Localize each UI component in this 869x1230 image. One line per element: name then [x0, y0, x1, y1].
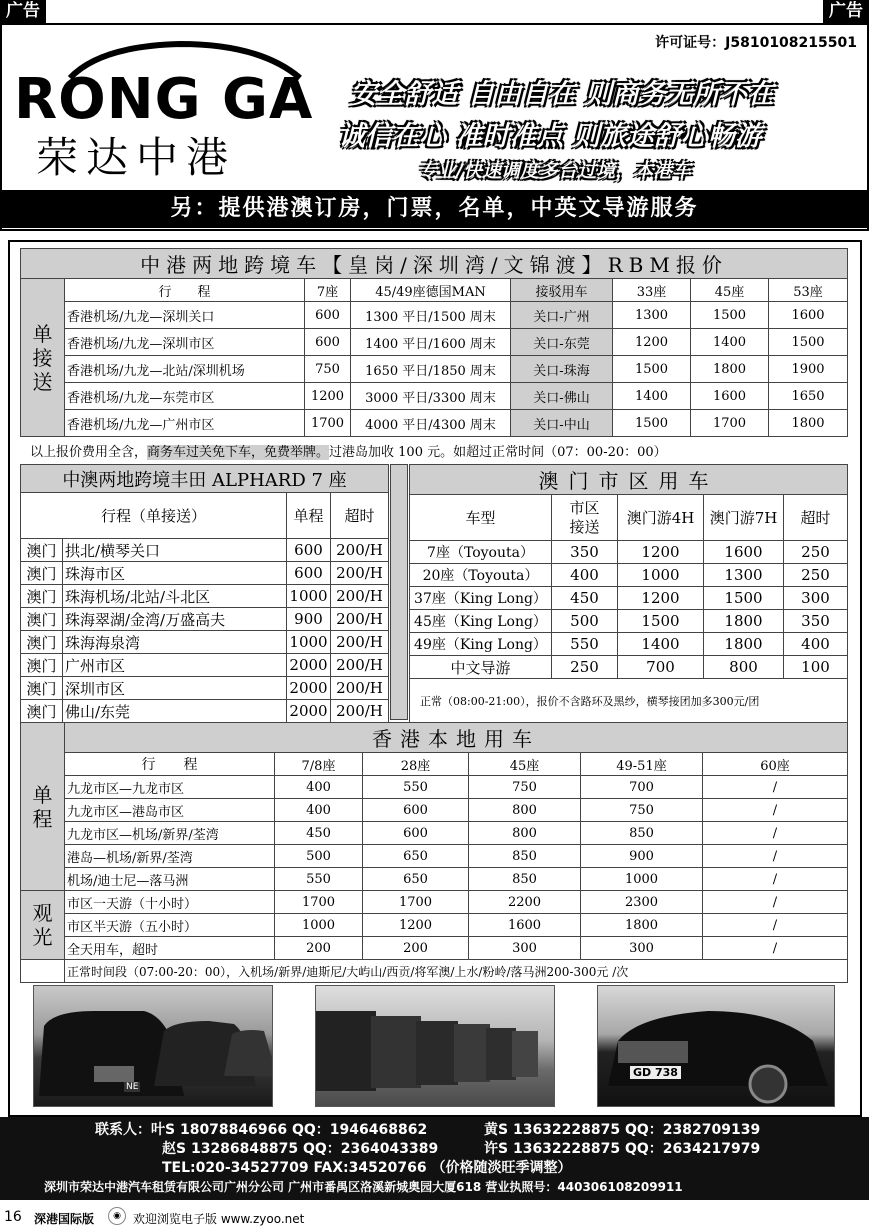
ad-tag-right: 广告 [823, 0, 869, 23]
sedan-icon [598, 986, 835, 1107]
table-cell: 1600 [704, 541, 784, 564]
table-cell: 1000 [287, 585, 331, 608]
table-cell: 1500 [691, 302, 769, 329]
table-cell: 1400 [618, 633, 704, 656]
table-cell: 2300 [581, 891, 703, 914]
col-header: 45座 [469, 753, 581, 776]
table-cell [21, 960, 65, 983]
table-cell: 850 [469, 868, 581, 891]
table-cell: 2000 [287, 677, 331, 700]
table-cell: 100 [784, 656, 848, 679]
table-row [21, 937, 848, 960]
alphard-table [20, 464, 389, 723]
col-header: 超时 [784, 495, 848, 541]
table-cell: / [703, 868, 848, 891]
table-cell: 九龙市区—港岛市区 [65, 799, 275, 822]
table-cell: 澳门 [21, 631, 63, 654]
contact-line: 黄S 13632228875 QQ：2382709139 [484, 1122, 761, 1138]
table-cell: 550 [363, 776, 469, 799]
page-number: 16 [4, 1209, 22, 1225]
table-cell: 澳门 [21, 585, 63, 608]
table-cell: 1650 [769, 383, 848, 410]
table-cell: 拱北/横琴关口 [63, 539, 287, 562]
table-cell: 7座（Toyouta） [410, 541, 552, 564]
table-cell: 3000 平日/3300 周末 [351, 383, 511, 410]
col-header: 澳门游4H [618, 495, 704, 541]
table-cell: 4000 平日/4300 周末 [351, 410, 511, 437]
table-cell: 500 [275, 845, 363, 868]
table-cell: 珠海海泉湾 [63, 631, 287, 654]
col-header: 7/8座 [275, 753, 363, 776]
photo-mercedes [597, 985, 835, 1107]
license-number: 许可证号：J5810108215501 [655, 35, 857, 51]
table-cell: 关口-佛山 [511, 383, 613, 410]
table-cell: 200 [275, 937, 363, 960]
col-header: 超时 [331, 493, 389, 539]
table-cell: 1400 [613, 383, 691, 410]
table-cell: 1500 [613, 410, 691, 437]
edition-label: 深港国际版 [34, 1212, 95, 1226]
photo-alphard-vans [33, 985, 273, 1107]
cross-border-table [20, 248, 848, 437]
contact-line: 联系人：叶S 18078846966 QQ：1946468862 [95, 1122, 428, 1138]
table-cell: 700 [581, 776, 703, 799]
table-cell: 600 [305, 302, 351, 329]
col-header: 行 程 [65, 753, 275, 776]
table-row [410, 587, 848, 610]
bus-icon [316, 986, 555, 1107]
table-cell: 广州市区 [63, 654, 287, 677]
table-cell: 550 [552, 633, 618, 656]
col-header: 澳门游7H [704, 495, 784, 541]
table-cell: 2000 [287, 700, 331, 723]
slogan-2: 诚信在心 准时准点 则旅途舒心畅游 [338, 121, 762, 152]
table-cell: 1300 [613, 302, 691, 329]
table-cell: 1000 [275, 914, 363, 937]
col-header: 28座 [363, 753, 469, 776]
contact-line: TEL:020-34527709 FAX:34520766 （价格随淡旺季调整） [162, 1160, 572, 1176]
table-cell: 1700 [305, 410, 351, 437]
table-cell: 珠海翠湖/金湾/万盛高夫 [63, 608, 287, 631]
table-cell: 1300 平日/1500 周末 [351, 302, 511, 329]
table-cell: 600 [287, 562, 331, 585]
macau-table [409, 464, 848, 723]
table-cell: 1400 [691, 329, 769, 356]
ad-tag-left: 广告 [0, 0, 46, 23]
table-row [410, 656, 848, 679]
table-row [21, 799, 848, 822]
table-cell: / [703, 845, 848, 868]
table-cell: 1600 [469, 914, 581, 937]
table-row [21, 677, 389, 700]
table-cell: 800 [469, 822, 581, 845]
contact-line: 赵S 13286848875 QQ：2364043389 [162, 1141, 439, 1157]
table-cell: 1200 [305, 383, 351, 410]
col-header: 车型 [410, 495, 552, 541]
table-row [410, 633, 848, 656]
table-cell: 香港机场/九龙—深圳市区 [65, 329, 305, 356]
table-cell: 1600 [691, 383, 769, 410]
table-row [410, 564, 848, 587]
table-cell: 1200 [363, 914, 469, 937]
hk-side-sightseeing: 观光 [21, 891, 65, 960]
table-cell: 关口-中山 [511, 410, 613, 437]
brand-chinese: 荣达中港 [36, 133, 237, 182]
table-cell: 550 [275, 868, 363, 891]
service-band: 另：提供港澳订房，门票，名单，中英文导游服务 [0, 190, 869, 228]
table-cell: 市区一天游（十小时） [65, 891, 275, 914]
table-cell: 800 [469, 799, 581, 822]
table-cell: 1800 [691, 356, 769, 383]
table-cell: 450 [552, 587, 618, 610]
table-cell: 400 [275, 776, 363, 799]
table-cell: / [703, 822, 848, 845]
table-cell: / [703, 891, 848, 914]
table-cell: 750 [581, 799, 703, 822]
col-header: 市区 接送 [552, 495, 618, 541]
table-cell: 49座（King Long） [410, 633, 552, 656]
table-cell: 关口-东莞 [511, 329, 613, 356]
table-cell: 澳门 [21, 539, 63, 562]
table-row [21, 608, 389, 631]
table-cell: 1700 [363, 891, 469, 914]
table-cell: 中文导游 [410, 656, 552, 679]
table-cell: 900 [581, 845, 703, 868]
table-cell: / [703, 937, 848, 960]
table-cell: 200/H [331, 654, 389, 677]
table-cell: 香港机场/九龙—深圳关口 [65, 302, 305, 329]
hk-local-table [20, 722, 848, 983]
table-cell: 400 [552, 564, 618, 587]
logo-icon: ◉ [108, 1207, 126, 1225]
table-row [21, 410, 848, 437]
slogan-3: 专业/快速调度多台过境，本港车 [418, 160, 691, 182]
col-header: 45/49座德国MAN [351, 279, 511, 302]
table-cell: 750 [469, 776, 581, 799]
table-cell: 37座（King Long） [410, 587, 552, 610]
col-header: 33座 [613, 279, 691, 302]
col-header: 49-51座 [581, 753, 703, 776]
van-icon [34, 986, 273, 1107]
table-divider [390, 464, 408, 720]
table-cell: 1200 [613, 329, 691, 356]
table-cell: 900 [287, 608, 331, 631]
table-row [21, 562, 389, 585]
photo-bus-fleet [315, 985, 555, 1107]
table-cell: 300 [581, 937, 703, 960]
table-cell: / [703, 776, 848, 799]
table-cell: 全天用车，超时 [65, 937, 275, 960]
table-cell: 250 [552, 656, 618, 679]
table-row [410, 541, 848, 564]
table-cell: 200/H [331, 608, 389, 631]
table-cell: 1500 [704, 587, 784, 610]
table-cell: 1000 [287, 631, 331, 654]
table-cell: 20座（Toyouta） [410, 564, 552, 587]
contact-line: 许S 13632228875 QQ：2634217979 [484, 1141, 761, 1157]
table-cell: 1200 [618, 541, 704, 564]
table-cell: 澳门 [21, 654, 63, 677]
col-header: 53座 [769, 279, 848, 302]
table-cell: 澳门 [21, 700, 63, 723]
macau-title: 澳门市区用车 [410, 465, 848, 495]
welcome-link[interactable]: 欢迎浏览电子版 www.zyoo.net [133, 1212, 305, 1226]
table-cell: 2000 [287, 654, 331, 677]
table-cell: 350 [784, 610, 848, 633]
table-cell: 1500 [613, 356, 691, 383]
table-cell: 1800 [581, 914, 703, 937]
table-cell: 350 [552, 541, 618, 564]
table-cell: 800 [704, 656, 784, 679]
table-cell: 750 [305, 356, 351, 383]
table-cell: 200/H [331, 585, 389, 608]
table-cell: 400 [275, 799, 363, 822]
table-cell: 2200 [469, 891, 581, 914]
table-cell: 600 [363, 822, 469, 845]
table-cell: 1800 [769, 410, 848, 437]
table-cell: 1300 [704, 564, 784, 587]
table-cell: 1500 [618, 610, 704, 633]
page-footer [0, 1203, 869, 1230]
col-header: 行程（单接送） [21, 493, 287, 539]
table-cell: 450 [275, 822, 363, 845]
table-cell: 1400 平日/1600 周末 [351, 329, 511, 356]
table-cell: 1700 [275, 891, 363, 914]
cross-note: 以上报价费用全含，商务车过关免下车，免费举牌。过港岛加收 100 元。如超过正常时间（07：00-20：00） [30, 445, 667, 460]
table-cell: 200/H [331, 677, 389, 700]
table-cell: 关口-广州 [511, 302, 613, 329]
table-cell: 深圳市区 [63, 677, 287, 700]
table-cell: 1200 [618, 587, 704, 610]
table-row [21, 631, 389, 654]
table-row [21, 383, 848, 410]
col-header: 7座 [305, 279, 351, 302]
table-row [410, 610, 848, 633]
table-cell: 九龙市区—九龙市区 [65, 776, 275, 799]
slogan-1: 安全舒适 自由自在 则商务无所不在 [350, 79, 774, 110]
table-cell: 佛山/东莞 [63, 700, 287, 723]
table-cell: 250 [784, 564, 848, 587]
table-cell: 200/H [331, 562, 389, 585]
contact-panel [0, 1117, 869, 1200]
table-cell: 1800 [704, 633, 784, 656]
table-cell: 1000 [618, 564, 704, 587]
table-cell: 机场/迪士尼—落马洲 [65, 868, 275, 891]
alphard-title: 中澳两地跨境丰田 ALPHARD 7 座 [21, 465, 389, 493]
table-row [21, 654, 389, 677]
table-cell: 200/H [331, 631, 389, 654]
hk-note: 正常时间段（07:00-20：00），入机场/新界/迪斯尼/大屿山/西贡/将军澳/上水/粉岭/落马洲200-300元 /次 [65, 960, 848, 983]
table-cell: 香港机场/九龙—北站/深圳机场 [65, 356, 305, 383]
table-cell: 600 [305, 329, 351, 356]
brand-latin: RONG GA [14, 67, 314, 132]
table-cell: 600 [363, 799, 469, 822]
table-cell: 关口-珠海 [511, 356, 613, 383]
table-row [21, 700, 389, 723]
table-cell: 250 [784, 541, 848, 564]
table-cell: 200/H [331, 539, 389, 562]
table-row [21, 845, 848, 868]
table-cell: 300 [784, 587, 848, 610]
table-row [21, 891, 848, 914]
table-cell: 700 [618, 656, 704, 679]
table-cell: 650 [363, 845, 469, 868]
col-header: 行 程 [65, 279, 305, 302]
table-row [21, 585, 389, 608]
table-cell: 200/H [331, 700, 389, 723]
table-cell: 1600 [769, 302, 848, 329]
macau-note: 正常（08:00-21:00），报价不含路环及黑纱，横琴接团加多300元/团 [410, 679, 848, 723]
company-line: 深圳市荣达中港汽车租赁有限公司广州分公司 广州市番禺区洛溪新城奥园大厦618 营业执照号：440306108209911 [44, 1180, 683, 1194]
table-row [21, 776, 848, 799]
table-cell: 1000 [581, 868, 703, 891]
table-cell: 1700 [691, 410, 769, 437]
table-row [21, 822, 848, 845]
table-cell: 1900 [769, 356, 848, 383]
col-header: 60座 [703, 753, 848, 776]
col-header: 单程 [287, 493, 331, 539]
table-cell: 300 [469, 937, 581, 960]
hk-side-oneway: 单程 [21, 723, 65, 891]
table-cell: 澳门 [21, 562, 63, 585]
table-cell: 澳门 [21, 608, 63, 631]
table-cell: / [703, 914, 848, 937]
table-row [21, 868, 848, 891]
table-cell: 850 [469, 845, 581, 868]
table-cell: 珠海机场/北站/斗北区 [63, 585, 287, 608]
table-row [21, 329, 848, 356]
table-cell: 香港机场/九龙—东莞市区 [65, 383, 305, 410]
table-cell: 九龙市区—机场/新界/荃湾 [65, 822, 275, 845]
table-row [21, 914, 848, 937]
cross-side-label: 单接送 [21, 279, 65, 437]
table-row [21, 302, 848, 329]
table-cell: 珠海市区 [63, 562, 287, 585]
table-cell: 1800 [704, 610, 784, 633]
table-cell: 香港机场/九龙—广州市区 [65, 410, 305, 437]
table-cell: 澳门 [21, 677, 63, 700]
col-header: 接驳用车 [511, 279, 613, 302]
table-cell: / [703, 799, 848, 822]
table-cell: 45座（King Long） [410, 610, 552, 633]
col-header: 45座 [691, 279, 769, 302]
table-row [21, 539, 389, 562]
table-cell: 500 [552, 610, 618, 633]
table-cell: 200 [363, 937, 469, 960]
table-cell: 1650 平日/1850 周末 [351, 356, 511, 383]
table-cell: 市区半天游（五小时） [65, 914, 275, 937]
table-row [21, 356, 848, 383]
hk-title: 香港本地用车 [65, 723, 848, 753]
plate-text: GD 738 [630, 1066, 681, 1079]
table-cell: 400 [784, 633, 848, 656]
table-cell: 港岛—机场/新界/荃湾 [65, 845, 275, 868]
table-cell: 1500 [769, 329, 848, 356]
table-cell: 650 [363, 868, 469, 891]
table-cell: 850 [581, 822, 703, 845]
cross-title: 中港两地跨境车【皇岗/深圳湾/文锦渡】RBM报价 [21, 249, 848, 279]
plate-text: NE [126, 1082, 139, 1092]
table-cell: 600 [287, 539, 331, 562]
